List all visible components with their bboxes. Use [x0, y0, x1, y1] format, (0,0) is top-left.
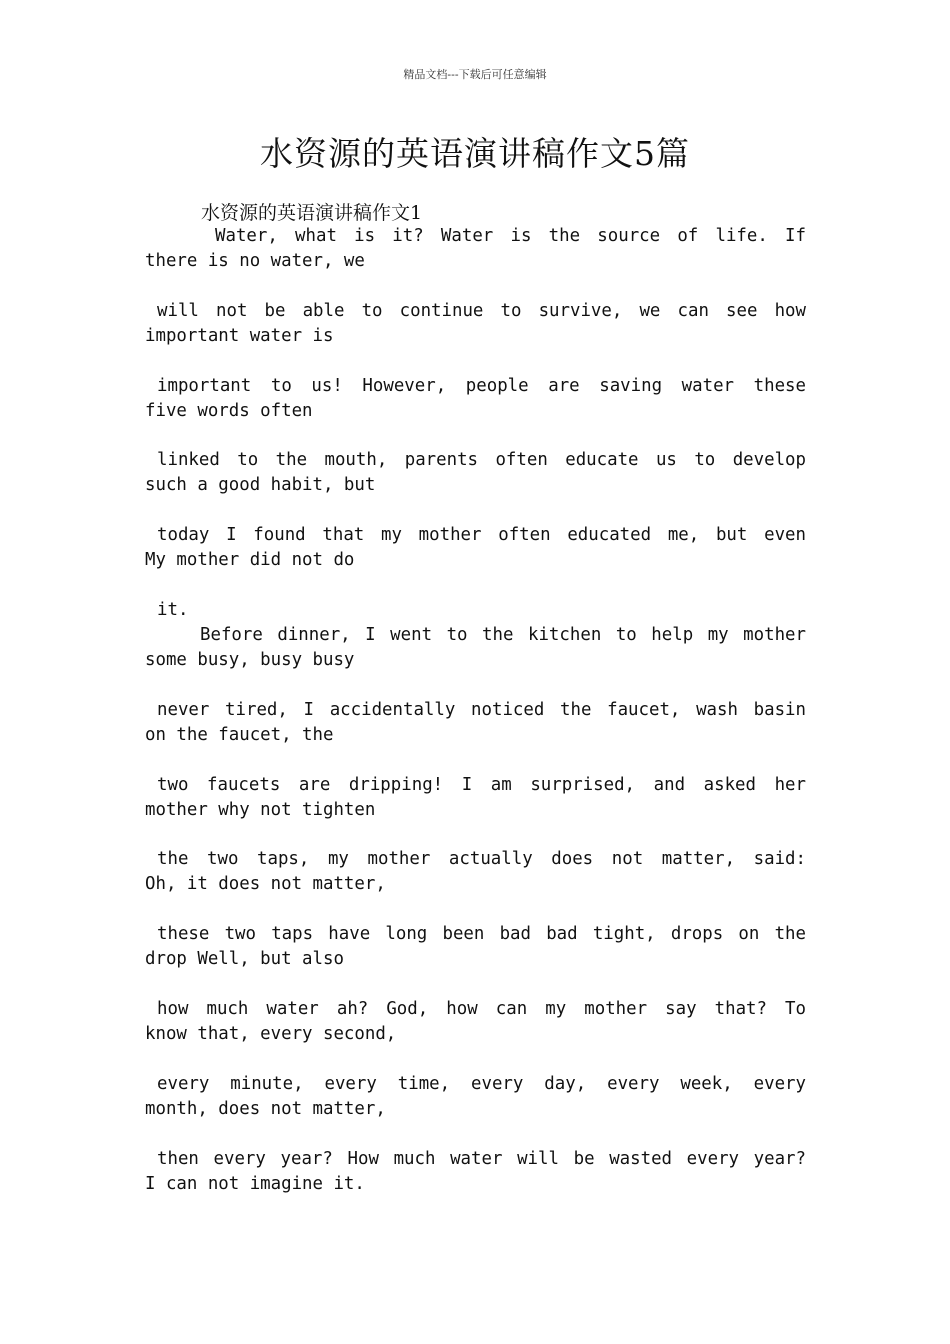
paragraph-line: Before dinner, I went to the kitchen to help my mother: [200, 624, 806, 645]
paragraph-line: it.: [157, 599, 189, 620]
paragraph: [145, 598, 806, 623]
paragraph-line: there is no water, we: [145, 251, 365, 271]
header-note: 精品文档---下载后可任意编辑: [403, 68, 547, 81]
paragraph-line: important water is: [145, 325, 334, 346]
paragraph: [145, 224, 806, 274]
paragraph: [145, 448, 806, 498]
paragraph-line: Water, what is it? Water is the source of life. If: [215, 226, 806, 246]
paragraph-line: every minute, every time, every day, every week, every: [157, 1073, 806, 1094]
paragraph-line: two faucets are dripping! I am surprised, and asked her: [157, 774, 806, 795]
paragraph-line: on the faucet, the: [145, 724, 334, 745]
paragraph-line: such a good habit, but: [145, 475, 376, 496]
paragraph-line: important to us! However, people are saving water these: [157, 375, 806, 396]
paragraph-line: some busy, busy busy: [145, 649, 355, 670]
paragraph: [145, 1072, 806, 1122]
paragraph: [145, 1147, 806, 1197]
document-title: 水资源的英语演讲稿作文5篇: [260, 134, 690, 173]
paragraph: [145, 698, 806, 748]
document-body: [145, 224, 806, 1221]
section-title: 水资源的英语演讲稿作文1: [201, 202, 423, 224]
paragraph: [145, 847, 806, 897]
paragraph-line: will not be able to continue to survive, we can see how: [157, 300, 806, 321]
paragraph: [145, 523, 806, 573]
paragraph: [145, 773, 806, 823]
paragraph: [145, 374, 806, 424]
paragraph-line: My mother did not do: [145, 550, 355, 571]
paragraph-line: these two taps have long been bad bad tight, drops on the: [157, 924, 806, 945]
paragraph: [145, 922, 806, 972]
paragraph-line: drop Well, but also: [145, 949, 344, 970]
paragraph-line: the two taps, my mother actually does not matter, said:: [157, 849, 806, 870]
paragraph-line: then every year? How much water will be wasted every year?: [157, 1148, 806, 1169]
paragraph-line: five words often: [145, 400, 313, 421]
paragraph-line: know that, every second,: [145, 1023, 397, 1044]
paragraph: [145, 299, 806, 349]
paragraph-line: mother why not tighten: [145, 799, 376, 820]
paragraph-line: today I found that my mother often educated me, but even: [157, 525, 806, 546]
paragraph-line: never tired, I accidentally noticed the faucet, wash basin: [157, 699, 806, 720]
paragraph-line: how much water ah? God, how can my mother say that? To: [157, 998, 806, 1019]
paragraph-line: linked to the mouth, parents often educate us to develop: [157, 450, 806, 471]
paragraph-line: I can not imagine it.: [145, 1173, 365, 1194]
paragraph: [145, 623, 806, 673]
paragraph-line: month, does not matter,: [145, 1098, 386, 1119]
paragraph-line: Oh, it does not matter,: [145, 874, 386, 895]
paragraph: [145, 997, 806, 1047]
